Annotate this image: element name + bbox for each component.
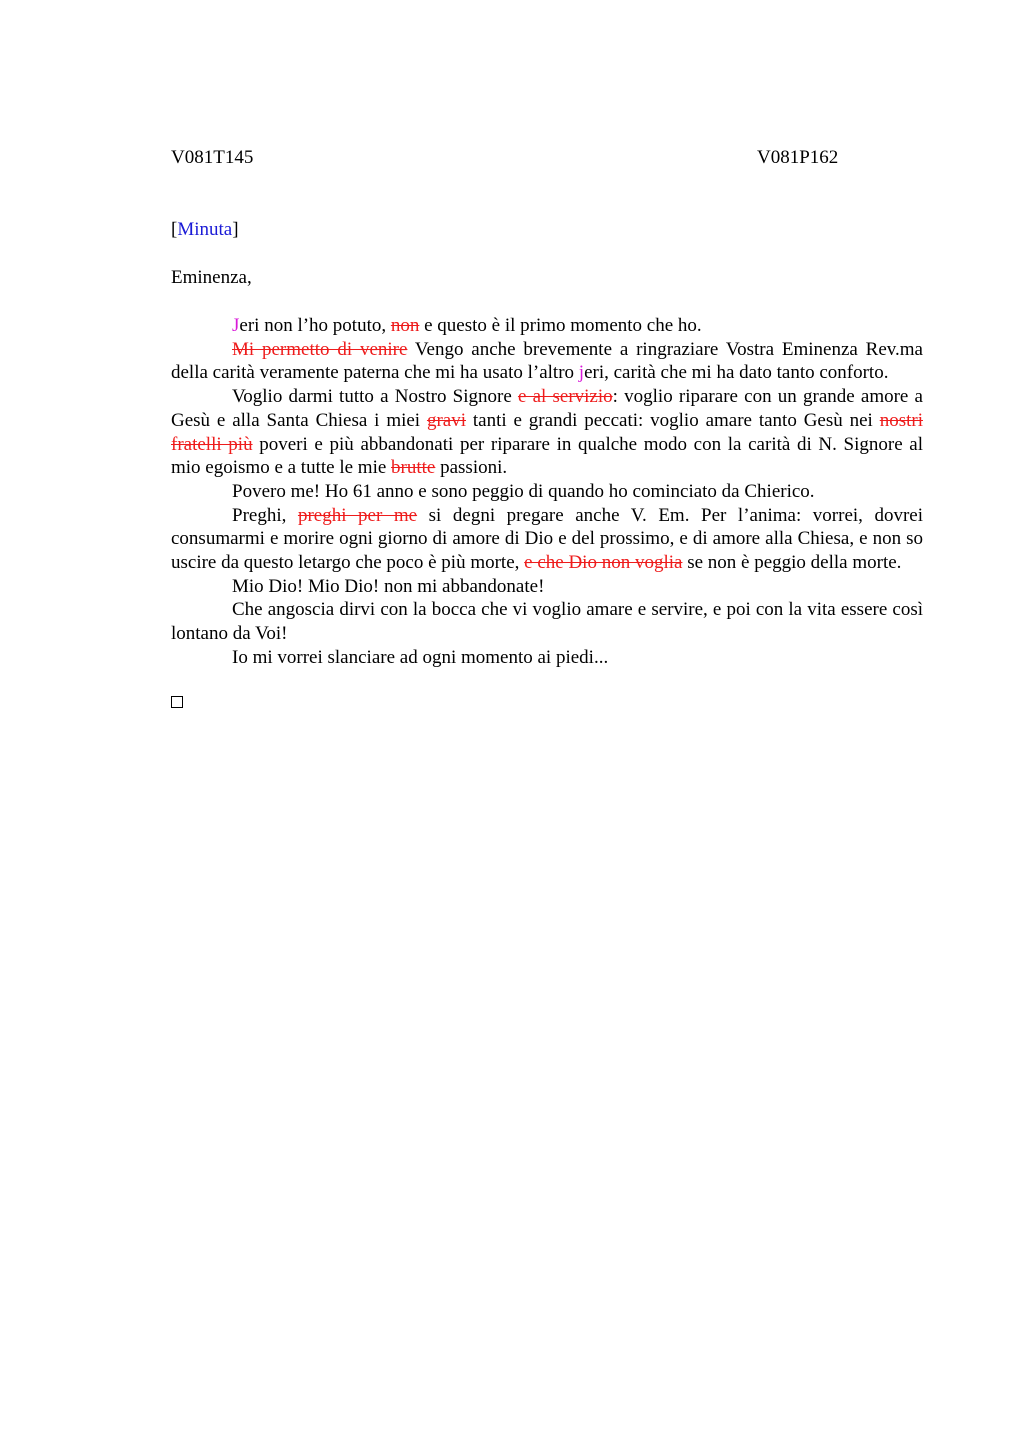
deleted-text: gravi	[426, 409, 466, 431]
paragraph-text: : voglio riparare con un grande amore a Gesù e alla Santa Chiesa i miei	[171, 386, 923, 431]
letter-paragraph	[171, 504, 923, 575]
deleted-text: e che Dio non voglia	[524, 552, 683, 574]
end-of-document-box-icon	[171, 696, 183, 708]
salutation: Eminenza,	[171, 267, 252, 288]
paragraph-text: Povero me! Ho 61 anno e sono peggio di quando ho cominciato da Chierico.	[232, 480, 815, 502]
deleted-text: e al servizio	[517, 386, 613, 408]
minuta-label	[171, 218, 923, 242]
minuta-open-bracket: [	[171, 219, 178, 240]
letter-paragraph	[171, 314, 923, 338]
paragraph-text: eri non l’ho potuto,	[239, 315, 391, 336]
paragraph-text: eri, carità che mi ha dato tanto conforto.	[584, 362, 889, 384]
paragraph-text: Io mi vorrei slanciare ad ogni momento ai piedi...	[232, 646, 609, 668]
paragraph-text: poveri e più abbandonati per riparare in qualche modo con la carità di N. Signore al mio egoismo e a tutte le mie	[171, 433, 923, 479]
right-document-code: V081P162	[757, 147, 839, 168]
letter-paragraph	[171, 338, 923, 385]
paragraph-text: Mio Dio! Mio Dio! non mi abbandonate!	[232, 575, 545, 597]
minuta-word: Minuta	[177, 219, 233, 240]
document-page	[171, 146, 923, 708]
paragraph-text: tanti e grandi peccati: voglio amare tanto Gesù nei	[466, 409, 880, 431]
letter-paragraph	[171, 598, 923, 645]
paragraph-text: si degni pregare anche V. Em. Per l’anima: vorrei, dovrei consumarmi e morire ogni giorno di amore di Dio e del prossimo, e di amore alla Chiesa, e non so uscire da questo letargo che poco è più morte,	[171, 504, 924, 574]
paragraph-text: passioni.	[435, 457, 508, 479]
paragraph-text: e questo è il primo momento che ho.	[419, 315, 702, 336]
paragraph-text: Vengo anche brevemente a ringraziare Vostra Eminenza Rev.ma della carità veramente paterna che mi ha usato l’altro	[171, 338, 923, 384]
paragraph-text: Voglio darmi tutto a Nostro Signore	[232, 386, 518, 408]
deleted-text: Mi permetto di venire	[232, 338, 408, 360]
letter-paragraph	[171, 385, 923, 480]
paragraph-text: Che angoscia dirvi con la bocca che vi voglio amare e servire, e poi con la vita essere così lontano da Voi!	[171, 599, 923, 645]
paragraph-text: se non è peggio della morte.	[682, 552, 902, 574]
letter-paragraph	[171, 480, 923, 504]
letter-paragraph	[171, 575, 923, 599]
corrected-letter: J	[232, 315, 240, 336]
deleted-text: brutte	[391, 457, 436, 479]
corrected-letter: j	[578, 362, 585, 384]
letter-paragraph	[171, 646, 923, 670]
document-header	[171, 146, 923, 170]
deleted-text: preghi per me	[297, 504, 418, 526]
deleted-text: non	[390, 315, 420, 336]
left-document-code: V081T145	[171, 147, 254, 168]
minuta-close-bracket: ]	[232, 219, 239, 240]
deleted-text: nostri fratelli più	[171, 409, 923, 455]
paragraph-text: Preghi,	[232, 504, 298, 526]
letter-body	[171, 314, 923, 670]
